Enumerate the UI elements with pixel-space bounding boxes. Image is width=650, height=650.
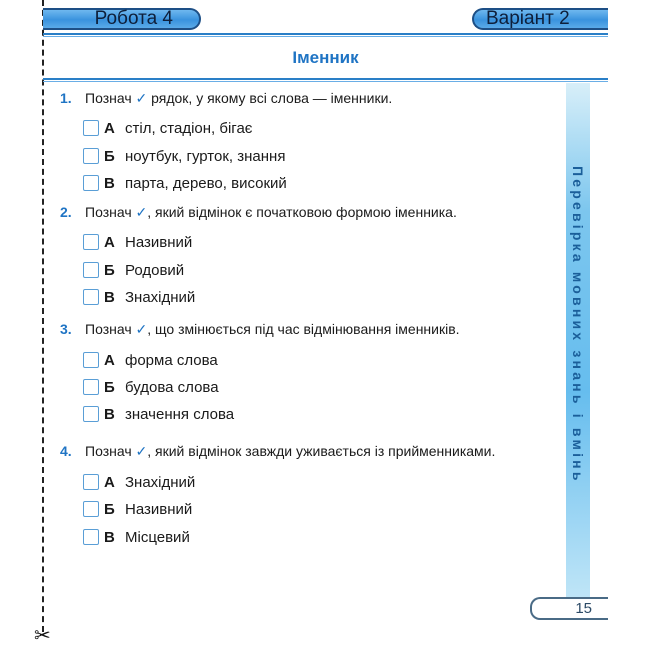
header-divider bbox=[43, 33, 608, 37]
option-letter: Б bbox=[104, 378, 115, 396]
option-letter: Б bbox=[104, 261, 115, 279]
cut-line bbox=[42, 0, 44, 632]
option-letter: В bbox=[104, 528, 115, 546]
work-number-tab bbox=[43, 8, 201, 30]
answer-checkbox[interactable] bbox=[83, 406, 99, 422]
option-2c[interactable] bbox=[83, 287, 195, 307]
question-prefix: Познач bbox=[85, 443, 132, 459]
answer-checkbox[interactable] bbox=[83, 289, 99, 305]
answer-checkbox[interactable] bbox=[83, 379, 99, 395]
answer-checkbox[interactable] bbox=[83, 148, 99, 164]
option-text: ноутбук, гурток, знання bbox=[125, 147, 286, 165]
question-text: , що змінюється під час відмінювання іменників. bbox=[147, 321, 460, 337]
option-text: парта, дерево, високий bbox=[125, 174, 287, 192]
question-text: , який відмінок завжди уживається із прийменниками. bbox=[147, 443, 496, 459]
question-1 bbox=[60, 90, 392, 107]
option-text: Знахідний bbox=[125, 473, 196, 491]
question-2 bbox=[60, 204, 457, 221]
option-text: Знахідний bbox=[125, 288, 196, 306]
option-1a[interactable] bbox=[83, 118, 252, 138]
option-3b[interactable] bbox=[83, 377, 219, 397]
question-text: рядок, у якому всі слова — іменники. bbox=[147, 90, 393, 106]
option-letter: Б bbox=[104, 500, 115, 518]
question-prefix: Познач bbox=[85, 321, 132, 337]
answer-checkbox[interactable] bbox=[83, 501, 99, 517]
answer-checkbox[interactable] bbox=[83, 234, 99, 250]
option-4b[interactable] bbox=[83, 499, 192, 519]
option-2a[interactable] bbox=[83, 232, 192, 252]
option-letter: А bbox=[104, 233, 115, 251]
page-title: Іменник bbox=[292, 48, 359, 67]
work-label: Робота 4 bbox=[94, 8, 173, 29]
option-3a[interactable] bbox=[83, 350, 218, 370]
side-banner-text: Перевірка мовних знань і вмінь bbox=[570, 166, 586, 484]
answer-checkbox[interactable] bbox=[83, 262, 99, 278]
question-number: 3. bbox=[60, 321, 72, 337]
option-text: значення слова bbox=[125, 405, 235, 423]
answer-checkbox[interactable] bbox=[83, 529, 99, 545]
option-2b[interactable] bbox=[83, 260, 184, 280]
scissors-icon: ✂ bbox=[34, 625, 51, 647]
page-number: 15 bbox=[575, 600, 592, 617]
option-letter: А bbox=[104, 351, 115, 369]
option-3c[interactable] bbox=[83, 404, 234, 424]
option-text: Називний bbox=[125, 233, 193, 251]
variant-label: Варіант 2 bbox=[486, 8, 570, 29]
option-letter: В bbox=[104, 288, 115, 306]
option-text: стіл, стадіон, бігає bbox=[125, 119, 253, 137]
option-text: форма слова bbox=[125, 351, 218, 369]
question-number: 1. bbox=[60, 90, 72, 106]
option-4a[interactable] bbox=[83, 472, 195, 492]
option-letter: А bbox=[104, 473, 115, 491]
option-4c[interactable] bbox=[83, 527, 190, 547]
option-text: Називний bbox=[125, 500, 193, 518]
title-divider bbox=[43, 78, 608, 82]
question-4 bbox=[60, 443, 495, 460]
option-text: будова слова bbox=[125, 378, 219, 396]
question-prefix: Познач bbox=[85, 90, 132, 106]
option-letter: А bbox=[104, 119, 115, 137]
checkmark-icon: ✓ bbox=[135, 321, 148, 337]
option-1c[interactable] bbox=[83, 173, 287, 193]
question-number: 2. bbox=[60, 204, 72, 220]
question-text: , який відмінок є початковою формою іменника. bbox=[147, 204, 457, 220]
option-letter: Б bbox=[104, 147, 115, 165]
option-text: Місцевий bbox=[125, 528, 190, 546]
checkmark-icon: ✓ bbox=[135, 90, 148, 106]
answer-checkbox[interactable] bbox=[83, 352, 99, 368]
checkmark-icon: ✓ bbox=[135, 443, 148, 459]
variant-tab bbox=[472, 8, 608, 30]
option-1b[interactable] bbox=[83, 146, 285, 166]
page-number-box bbox=[530, 597, 608, 620]
option-letter: В bbox=[104, 405, 115, 423]
question-3 bbox=[60, 321, 460, 338]
question-prefix: Познач bbox=[85, 204, 132, 220]
checkmark-icon: ✓ bbox=[135, 204, 148, 220]
answer-checkbox[interactable] bbox=[83, 474, 99, 490]
option-text: Родовий bbox=[125, 261, 185, 279]
answer-checkbox[interactable] bbox=[83, 175, 99, 191]
answer-checkbox[interactable] bbox=[83, 120, 99, 136]
option-letter: В bbox=[104, 174, 115, 192]
question-number: 4. bbox=[60, 443, 72, 459]
